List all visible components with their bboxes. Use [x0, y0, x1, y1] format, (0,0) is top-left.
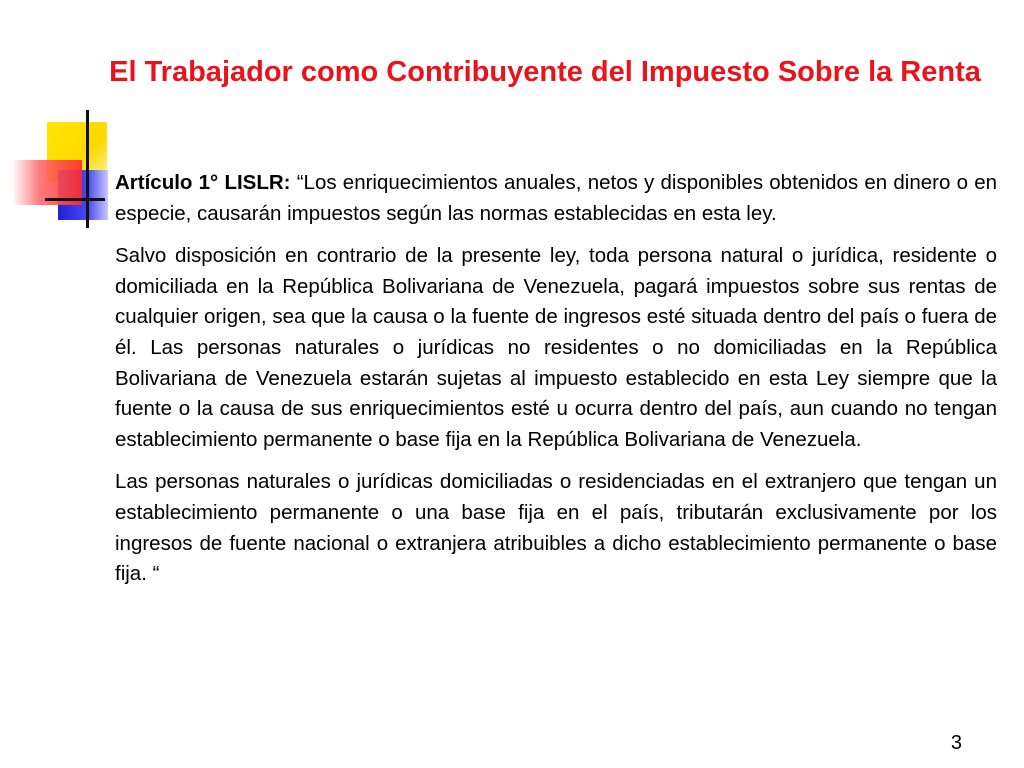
- paragraph-article-1: [115, 168, 997, 229]
- paragraph-text: Las personas naturales o jurídicas domiciliadas o residenciadas en el extranjero que tengan un establecimiento permanente o una base fija en el país, tributarán exclusivamente por los ingresos de fuente nacional o extranjera atribuibles a dicho establecimiento permanente o base fija. “: [115, 470, 997, 586]
- paragraph-text: Salvo disposición en contrario de la presente ley, toda persona natural o jurídica, residente o domiciliada en la República Bolivariana de Venezuela, pagará impuestos sobre sus rentas de cualquier origen, sea que la causa o la fuente de ingresos esté situada dentro del país o fuera de él. Las personas naturales o jurídicas no residentes o no domiciliadas en la República Bolivariana de Venezuela estarán sujetas al impuesto establecido en esta Ley siempre que la fuente o la causa de sus enriquecimientos esté u ocurra dentro del país, aun cuando no tengan establecimiento permanente o base fija en la República Bolivariana de Venezuela.: [115, 244, 997, 451]
- page-number: 3: [950, 732, 962, 754]
- slide-body: [115, 168, 997, 602]
- slide-title: El Trabajador como Contribuyente del Impuesto Sobre la Renta: [109, 56, 981, 88]
- horizontal-line-shape: [45, 198, 105, 201]
- article-reference: Artículo 1° LISLR:: [115, 171, 291, 194]
- paragraph-text: “Los enriquecimientos anuales, netos y disponibles obtenidos en dinero o en especie, causarán impuestos según las normas establecidas en esta ley.: [115, 171, 998, 225]
- vertical-line-shape: [86, 110, 89, 228]
- paragraph-foreign: [115, 467, 997, 589]
- paragraph-residency: [115, 241, 997, 455]
